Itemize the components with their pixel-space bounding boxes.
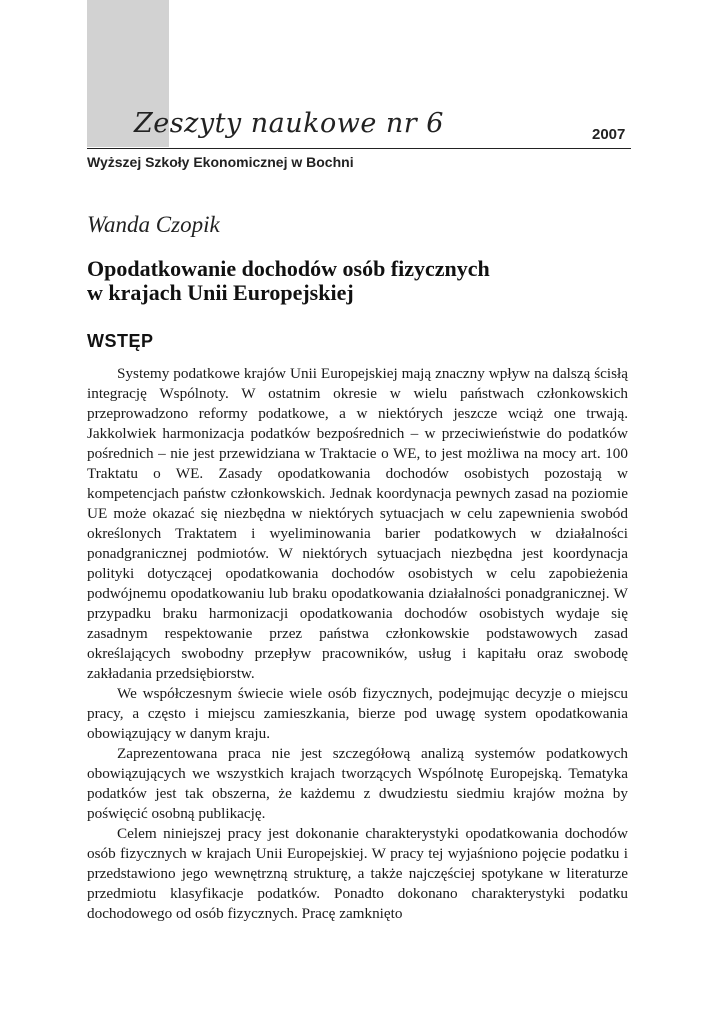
body-paragraph: Celem niniejszej pracy jest dokonanie charakterystyki opodatkowania dochodów osób fizycznych w krajach Unii Europejskiej. W pracy tej wyjaśniono pojęcie podatku i przedstawiono jego wewnętrzną strukturę, a także najczęściej spotykane w literaturze przedmiotu klasyfikacje podatków. Ponadto dokonano charakterystyki podatku dochodowego od osób fizycznych. Pracę zamknięto xyxy=(87,825,628,922)
body-paragraph: We współczesnym świecie wiele osób fizycznych, podejmując decyzje o miejscu pracy, a często i miejscu zamieszkania, bierze pod uwagę system opodatkowania obowiązujący w danym kraju. xyxy=(87,685,628,742)
body-paragraph: Zaprezentowana praca nie jest szczegółową analizą systemów podatkowych obowiązujących we wszystkich krajach tworzących Wspólnotę Europejską. Tematyka podatków jest tak obszerna, że każdemu z dwudziestu siedmiu krajów można by poświęcić osobną publikację. xyxy=(87,745,628,822)
body-paragraph: Systemy podatkowe krajów Unii Europejskiej mają znaczny wpływ na dalszą ścisłą integrację Wspólnoty. W ostatnim okresie w wielu państwach członkowskich przeprowadzono reformy podatkowe, a w niektórych jeszcze wciąż one trwają. Jakkolwiek harmonizacja podatków bezpośrednich – w przeciwieństwie do podatków pośrednich – nie jest przewidziana w Traktacie o WE, to jest możliwa na mocy art. 100 Traktatu o WE. Zasady opodatkowania dochodów osobistych pozostają w kompetencjach państw członkowskich. Jednak koordynacja pewnych zasad na poziomie UE może okazać się niezbędna w niektórych sytuacjach w celu zapewnienia swobód określonych Traktatem i wyeliminowania barier podatkowych w działalności ponadgranicznej podmiotów. W niektórych sytuacjach niezbędna jest koordynacja polityki dotyczącej opodatkowania dochodów osobistych w celu zapobieżenia podwójnemu opodatkowaniu lub braku opodatkowania działalności ponadgranicznej. W przypadku braku harmonizacji opodatkowania dochodów osobistych wydaje się zasadnym respektowanie przez państwa członkowskie podstawowych zasad określających swobodny przepływ pracowników, usług i kapitału oraz swobodę zakładania przedsiębiorstw. xyxy=(87,365,628,682)
school-name: Wyższej Szkoły Ekonomicznej w Bochni xyxy=(87,154,354,170)
series-title: Zeszyty naukowe nr 6 xyxy=(134,108,444,139)
article-title-line: w krajach Unii Europejskiej xyxy=(87,280,354,305)
article-title-line: Opodatkowanie dochodów osób fizycznych xyxy=(87,256,490,281)
article-body xyxy=(87,364,628,924)
series-year: 2007 xyxy=(592,126,626,143)
header-rule xyxy=(87,148,631,149)
article-author: Wanda Czopik xyxy=(87,212,220,237)
article-title xyxy=(87,257,631,305)
section-heading: WSTĘP xyxy=(87,331,154,351)
